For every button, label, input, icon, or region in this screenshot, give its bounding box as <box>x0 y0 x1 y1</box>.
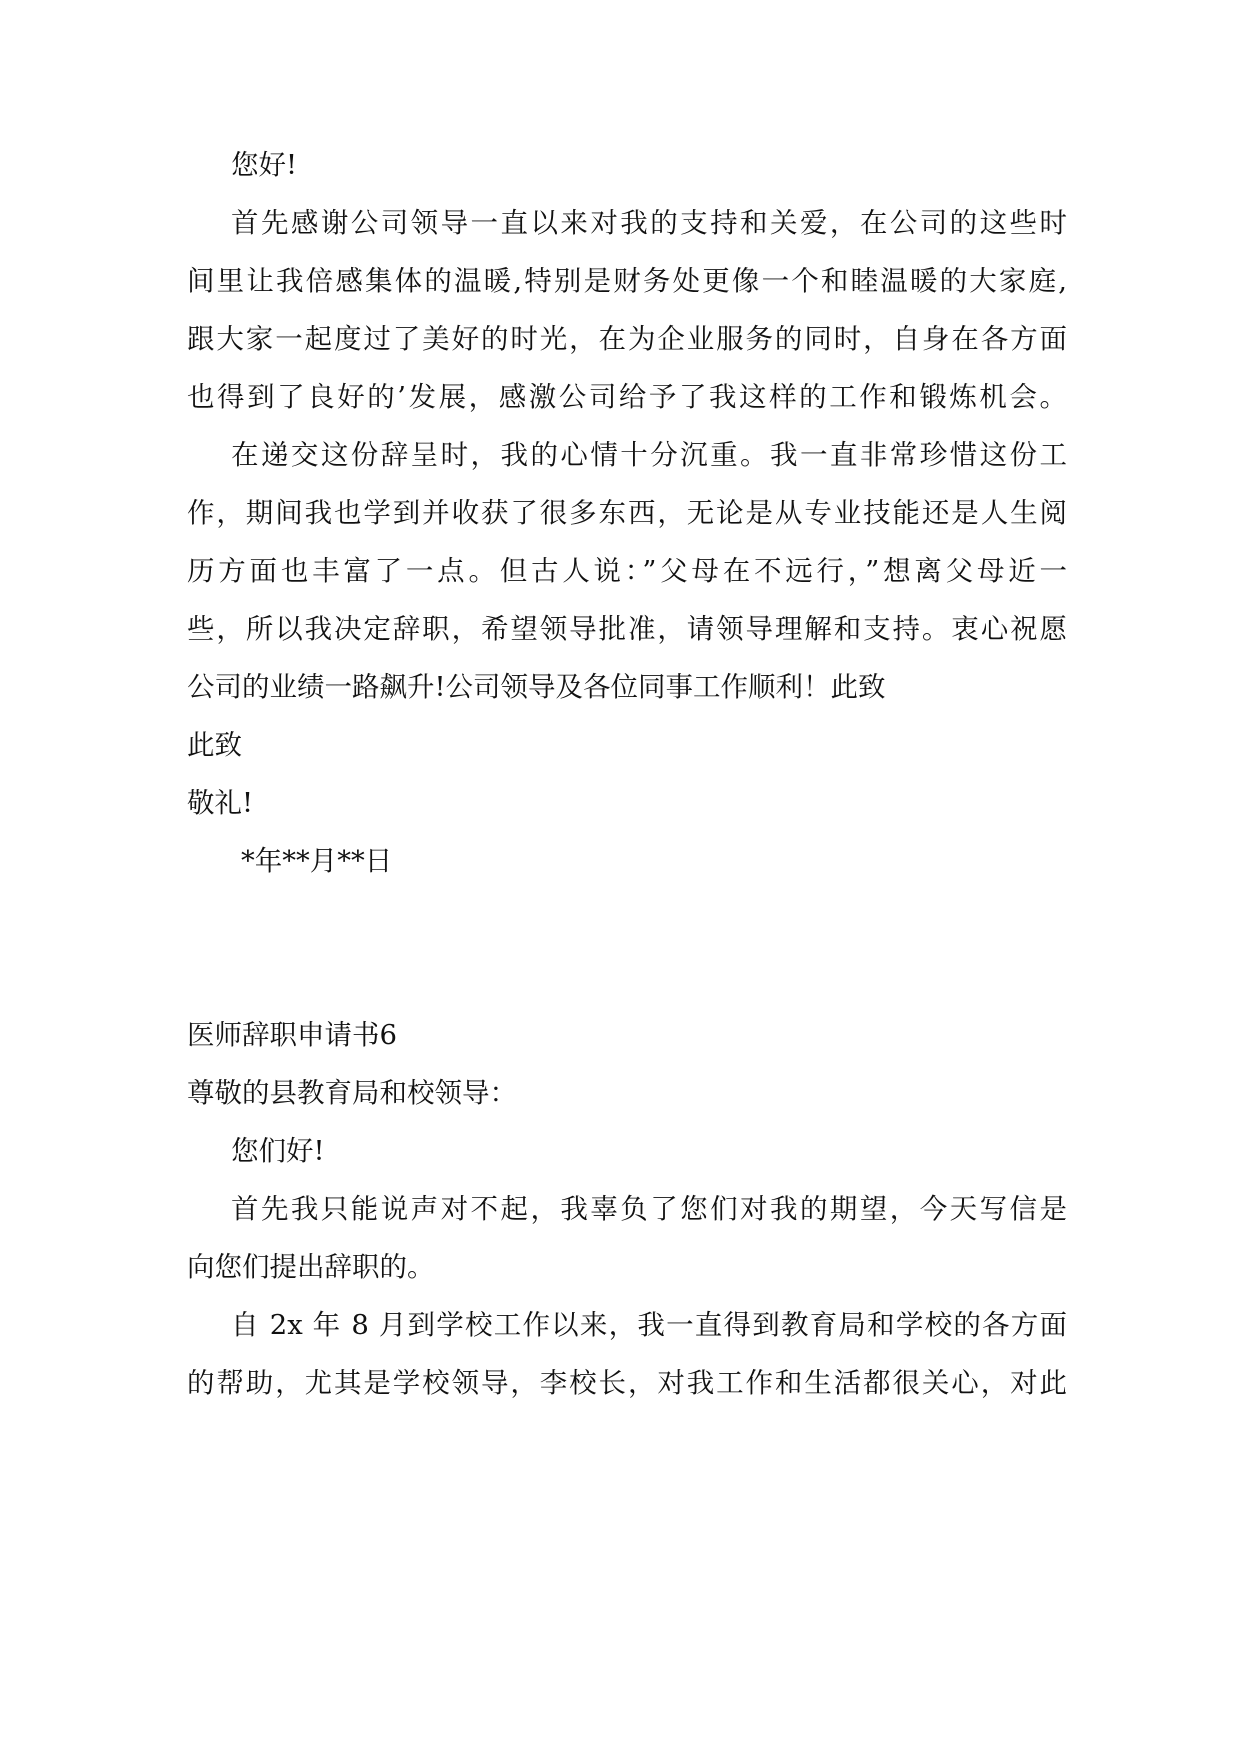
letter-title: 医师辞职申请书6 <box>187 1019 397 1051</box>
paragraph-line: 也得到了良好的’发展，感激公司给予了我这样的工作和锻炼机会。 <box>187 381 1067 413</box>
paragraph-line: 在递交这份辞呈时，我的心情十分沉重。我一直非常珍惜这份工 <box>231 439 1067 471</box>
paragraph-line: 首先感谢公司领导一直以来对我的支持和关爱，在公司的这些时 <box>231 207 1067 239</box>
paragraph-line: 跟大家一起度过了美好的时光，在为企业服务的同时，自身在各方面 <box>187 323 1067 355</box>
paragraph-line: 首先我只能说声对不起，我辜负了您们对我的期望，今天写信是 <box>231 1193 1067 1225</box>
closing-salute: 敬礼! <box>187 787 254 819</box>
paragraph-line: 公司的业绩一路飙升!公司领导及各位同事工作顺利！此致 <box>187 671 886 703</box>
paragraph-line: 向您们提出辞职的。 <box>187 1251 435 1283</box>
paragraph-line: 历方面也丰富了一点。但古人说：”父母在不远行，”想离父母近一 <box>187 555 1067 587</box>
closing-line: 此致 <box>187 729 242 761</box>
paragraph-line: 作，期间我也学到并收获了很多东西，无论是从专业技能还是人生阅 <box>187 497 1067 529</box>
paragraph-line: 的帮助，尤其是学校领导，李校长，对我工作和生活都很关心，对此 <box>187 1367 1067 1399</box>
salutation: 尊敬的县教育局和校领导： <box>187 1077 517 1109</box>
paragraph-line: 些，所以我决定辞职，希望领导批准，请领导理解和支持。衷心祝愿 <box>187 613 1067 645</box>
paragraph-line: 自 2x 年 8 月到学校工作以来，我一直得到教育局和学校的各方面 <box>231 1309 1067 1341</box>
paragraph-line: 间里让我倍感集体的温暖,特别是财务处更像一个和睦温暖的大家庭, <box>187 265 1067 297</box>
date-line: *年**月**日 <box>241 845 393 877</box>
greeting: 您好! <box>231 149 298 181</box>
greeting: 您们好! <box>231 1135 325 1167</box>
